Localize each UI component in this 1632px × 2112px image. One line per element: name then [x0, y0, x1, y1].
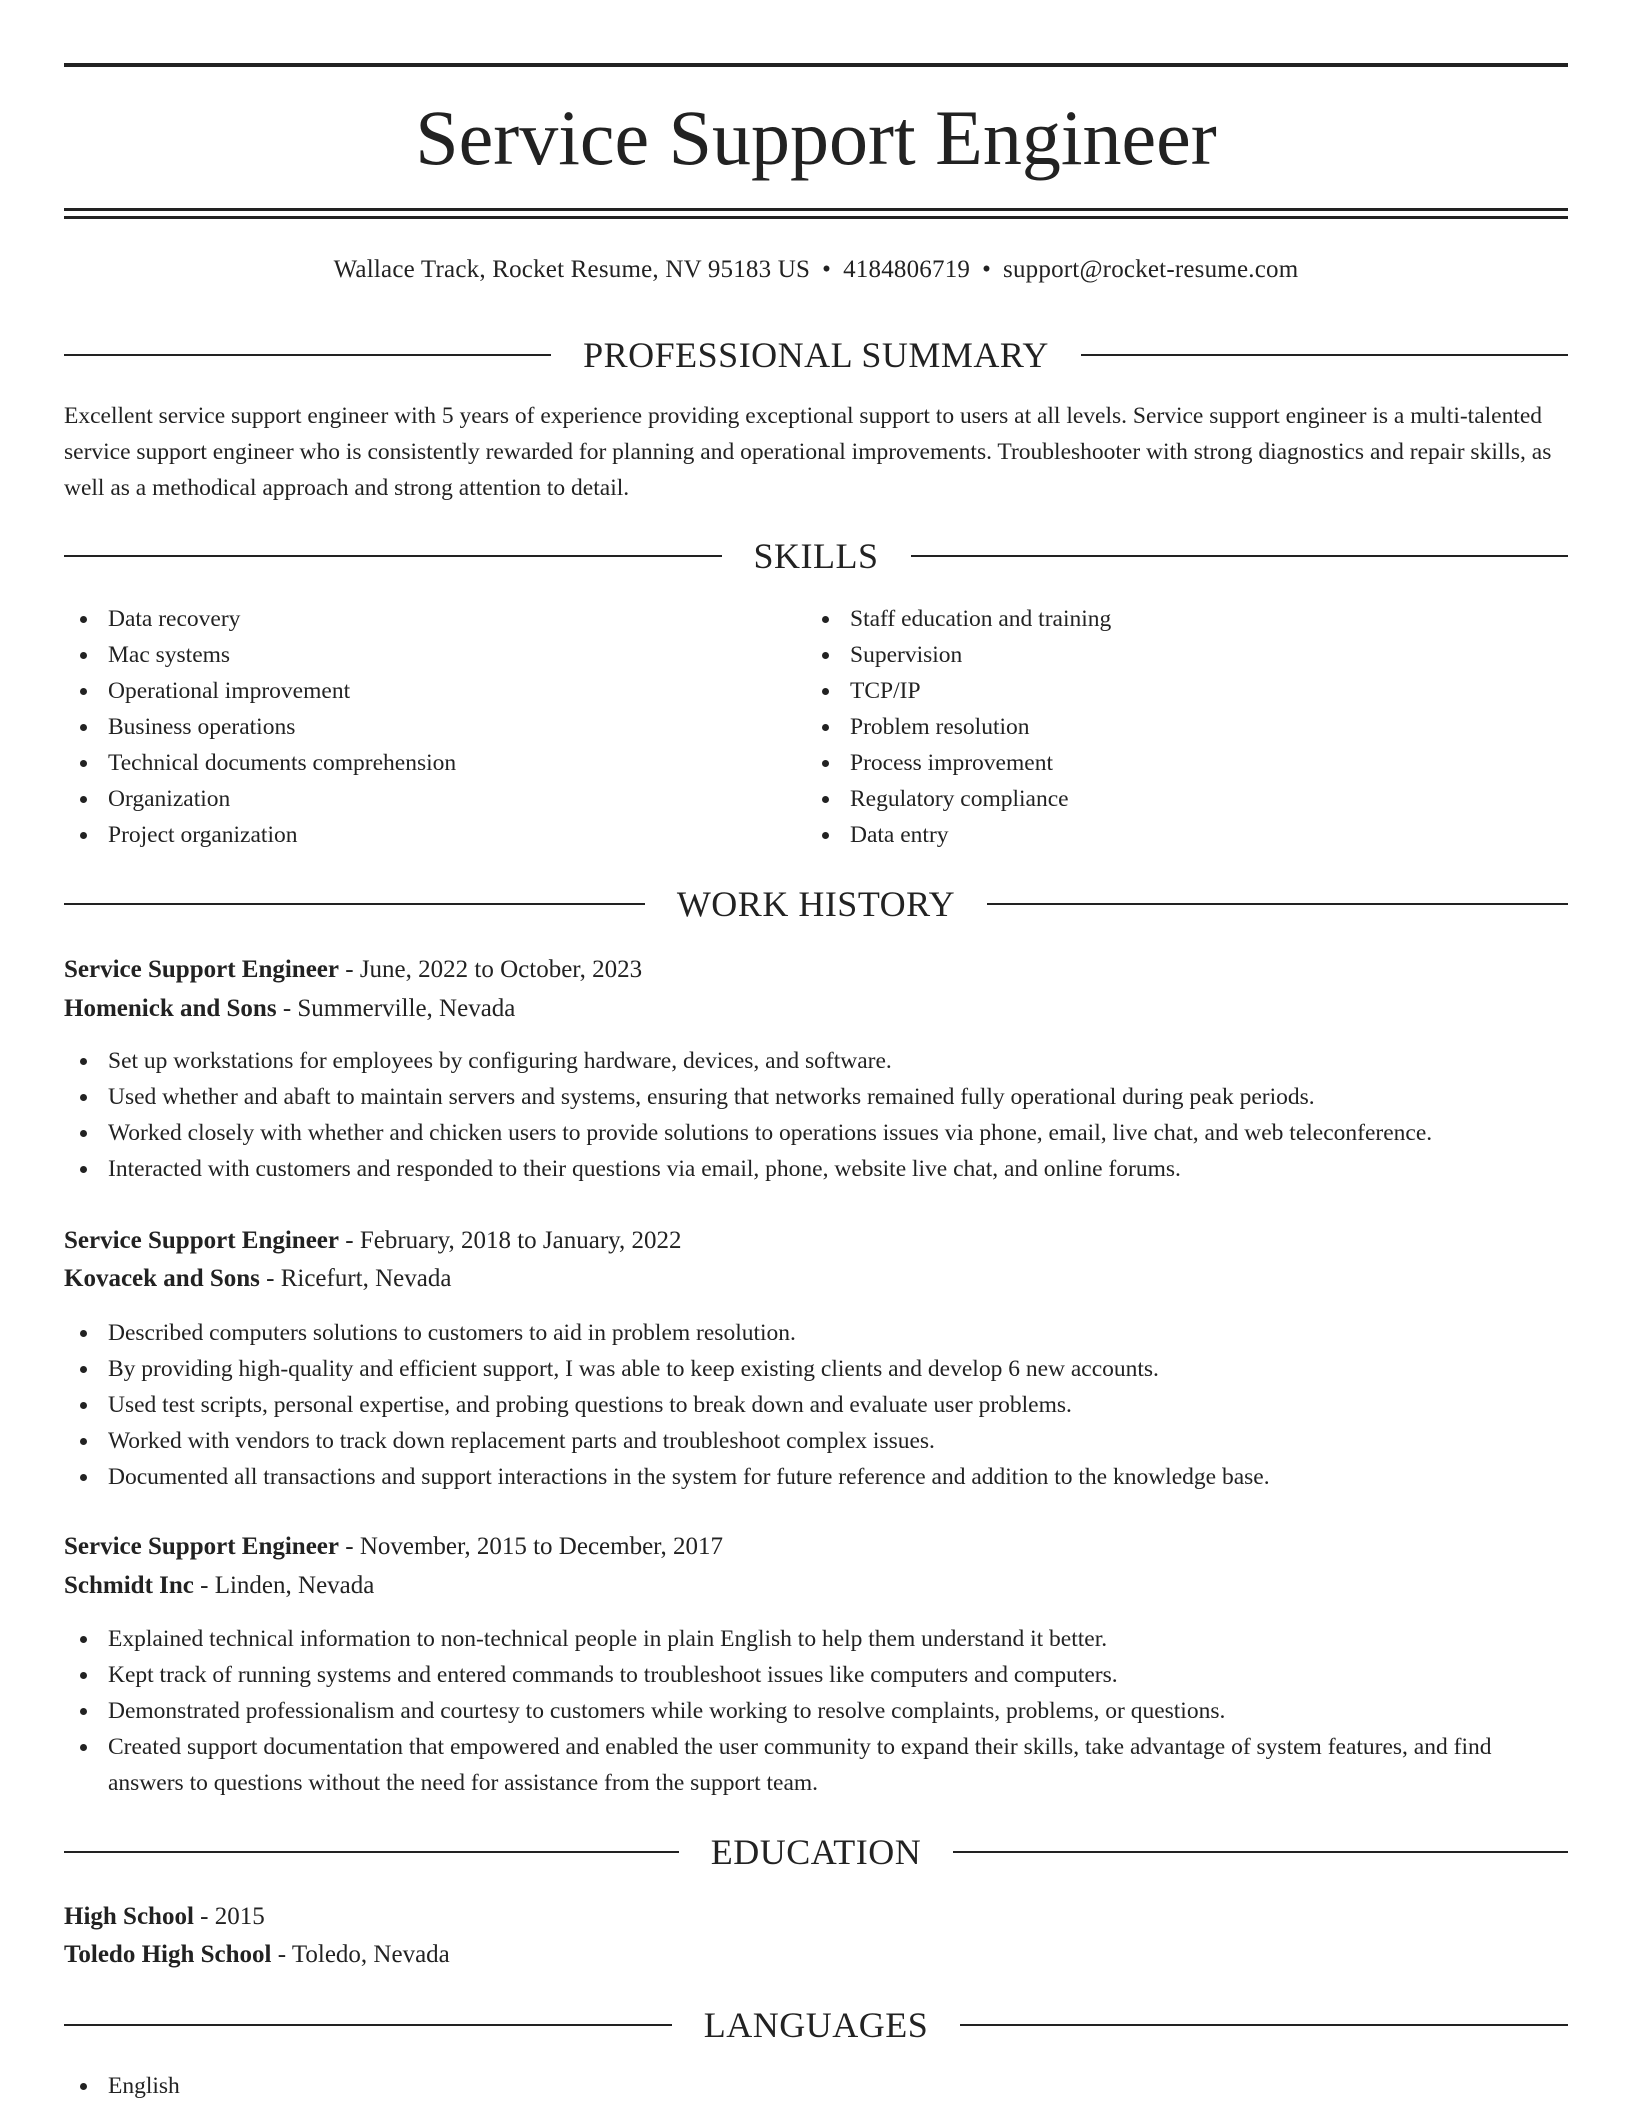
job-dates: - June, 2022 to October, 2023: [339, 956, 643, 983]
contact-email[interactable]: support@rocket-resume.com: [1003, 256, 1299, 283]
job-bullet: Documented all transactions and support interactions in the system for future reference and addition to the knowledge base.: [64, 1459, 1568, 1495]
skill-item: Problem resolution: [806, 709, 1546, 745]
job-bullet: Kept track of running systems and entered commands to troubleshoot issues like computers and computers.: [64, 1657, 1568, 1693]
skill-item: Technical documents comprehension: [64, 745, 804, 781]
job-bullet: Set up workstations for employees by configuring hardware, devices, and software.: [64, 1043, 1568, 1079]
skill-item: Regulatory compliance: [806, 781, 1546, 817]
job-bullets: [64, 1315, 1568, 1495]
languages-list: [64, 2068, 1568, 2104]
section-title: EDUCATION: [710, 1832, 922, 1872]
education-degree: High School: [64, 1903, 194, 1930]
skill-item: Project organization: [64, 817, 804, 853]
contact-address: Wallace Track, Rocket Resume, NV 95183 US: [333, 256, 811, 283]
contact-phone: 4184806719: [843, 256, 971, 283]
education-year: - 2015: [193, 1903, 265, 1930]
education-school-line: [64, 1936, 1568, 1974]
section-header-languages: [64, 2003, 1568, 2047]
job-title-line: [64, 951, 1568, 989]
section-title: LANGUAGES: [703, 2005, 929, 2045]
job-bullets: [64, 1043, 1568, 1187]
job-company-line: [64, 1567, 1568, 1605]
job-location: - Summerville, Nevada: [276, 995, 516, 1022]
job-bullet: Used whether and abaft to maintain servers and systems, ensuring that networks remained fully operational during peak periods.: [64, 1079, 1568, 1115]
job-bullet: Described computers solutions to customers to aid in problem resolution.: [64, 1315, 1568, 1351]
title-rule-upper: [64, 208, 1568, 211]
section-rule: [953, 1851, 1568, 1853]
section-rule: [911, 555, 1569, 557]
job-bullet: By providing high-quality and efficient support, I was able to keep existing clients and develop 6 new accounts.: [64, 1351, 1568, 1387]
resume-title: Service Support Engineer: [415, 94, 1217, 181]
job-location: - Ricefurt, Nevada: [259, 1265, 452, 1292]
title-rule-lower: [64, 216, 1568, 219]
skill-item: Data entry: [806, 817, 1546, 853]
contact-separator: •: [822, 256, 832, 283]
job-company-line: [64, 1260, 1568, 1298]
job-bullet: Worked with vendors to track down replacement parts and troubleshoot complex issues.: [64, 1423, 1568, 1459]
skill-item: Data recovery: [64, 601, 804, 637]
section-header-skills: [64, 534, 1568, 578]
skill-item: Process improvement: [806, 745, 1546, 781]
job-dates: - February, 2018 to January, 2022: [339, 1227, 682, 1254]
skill-item: Mac systems: [64, 637, 804, 673]
skills-list-right: [806, 601, 1546, 853]
job-bullet: Worked closely with whether and chicken users to provide solutions to operations issues via phone, email, live chat, and web teleconference.: [64, 1115, 1568, 1151]
job-location: - Linden, Nevada: [193, 1572, 375, 1599]
job-title: Service Support Engineer: [64, 1533, 339, 1560]
job-dates: - November, 2015 to December, 2017: [339, 1533, 723, 1560]
section-title: WORK HISTORY: [676, 884, 956, 924]
job-title-line: [64, 1222, 1568, 1260]
section-rule: [64, 354, 551, 356]
section-rule: [64, 1851, 679, 1853]
job-bullet: Used test scripts, personal expertise, and probing questions to break down and evaluate user problems.: [64, 1387, 1568, 1423]
job-bullets: [64, 1621, 1568, 1801]
job-company: Homenick and Sons: [64, 995, 277, 1022]
job-bullet: Demonstrated professionalism and courtesy to customers while working to resolve complaints, problems, or questions.: [64, 1693, 1568, 1729]
skill-item: Organization: [64, 781, 804, 817]
job-bullet: Interacted with customers and responded to their questions via email, phone, website live chat, and online forums.: [64, 1151, 1568, 1187]
contact-line: [0, 252, 1632, 288]
section-rule: [1081, 354, 1568, 356]
top-rule: [64, 63, 1568, 67]
section-rule: [64, 2024, 672, 2026]
skill-item: Staff education and training: [806, 601, 1546, 637]
education-location: - Toledo, Nevada: [271, 1941, 450, 1968]
section-rule: [64, 903, 645, 905]
section-header-education: [64, 1830, 1568, 1874]
skill-item: Business operations: [64, 709, 804, 745]
skills-list-left: [64, 601, 804, 853]
job-company: Kovacek and Sons: [64, 1265, 260, 1292]
skill-item: Supervision: [806, 637, 1546, 673]
education-school: Toledo High School: [64, 1941, 272, 1968]
section-rule: [960, 2024, 1568, 2026]
education-degree-line: [64, 1898, 1568, 1936]
job-bullet: Created support documentation that empowered and enabled the user community to expand their skills, take advantage of system features, and find answers to questions without the need for assistance from the support team.: [64, 1729, 1568, 1801]
contact-separator: •: [982, 256, 992, 283]
section-rule: [987, 903, 1568, 905]
skill-item: Operational improvement: [64, 673, 804, 709]
language-item: English: [64, 2068, 1568, 2104]
job-title: Service Support Engineer: [64, 1227, 339, 1254]
job-company-line: [64, 990, 1568, 1028]
section-header-work-history: [64, 882, 1568, 926]
section-header-summary: [64, 333, 1568, 377]
job-title: Service Support Engineer: [64, 956, 339, 983]
section-title: PROFESSIONAL SUMMARY: [583, 335, 1049, 375]
skill-item: TCP/IP: [806, 673, 1546, 709]
job-title-line: [64, 1528, 1568, 1566]
section-rule: [64, 555, 722, 557]
section-title: SKILLS: [753, 536, 879, 576]
job-company: Schmidt Inc: [64, 1572, 194, 1599]
summary-text: Excellent service support engineer with 5 years of experience providing exceptional support to users at all levels. Service support engineer is a multi-talented service support engineer who is consistently rewarded for planning and operational improvements. Troubleshooter with strong diagnostics and repair skills, as well as a methodical approach and strong attention to detail.: [64, 403, 1552, 501]
job-bullet: Explained technical information to non-technical people in plain English to help them understand it better.: [64, 1621, 1568, 1657]
